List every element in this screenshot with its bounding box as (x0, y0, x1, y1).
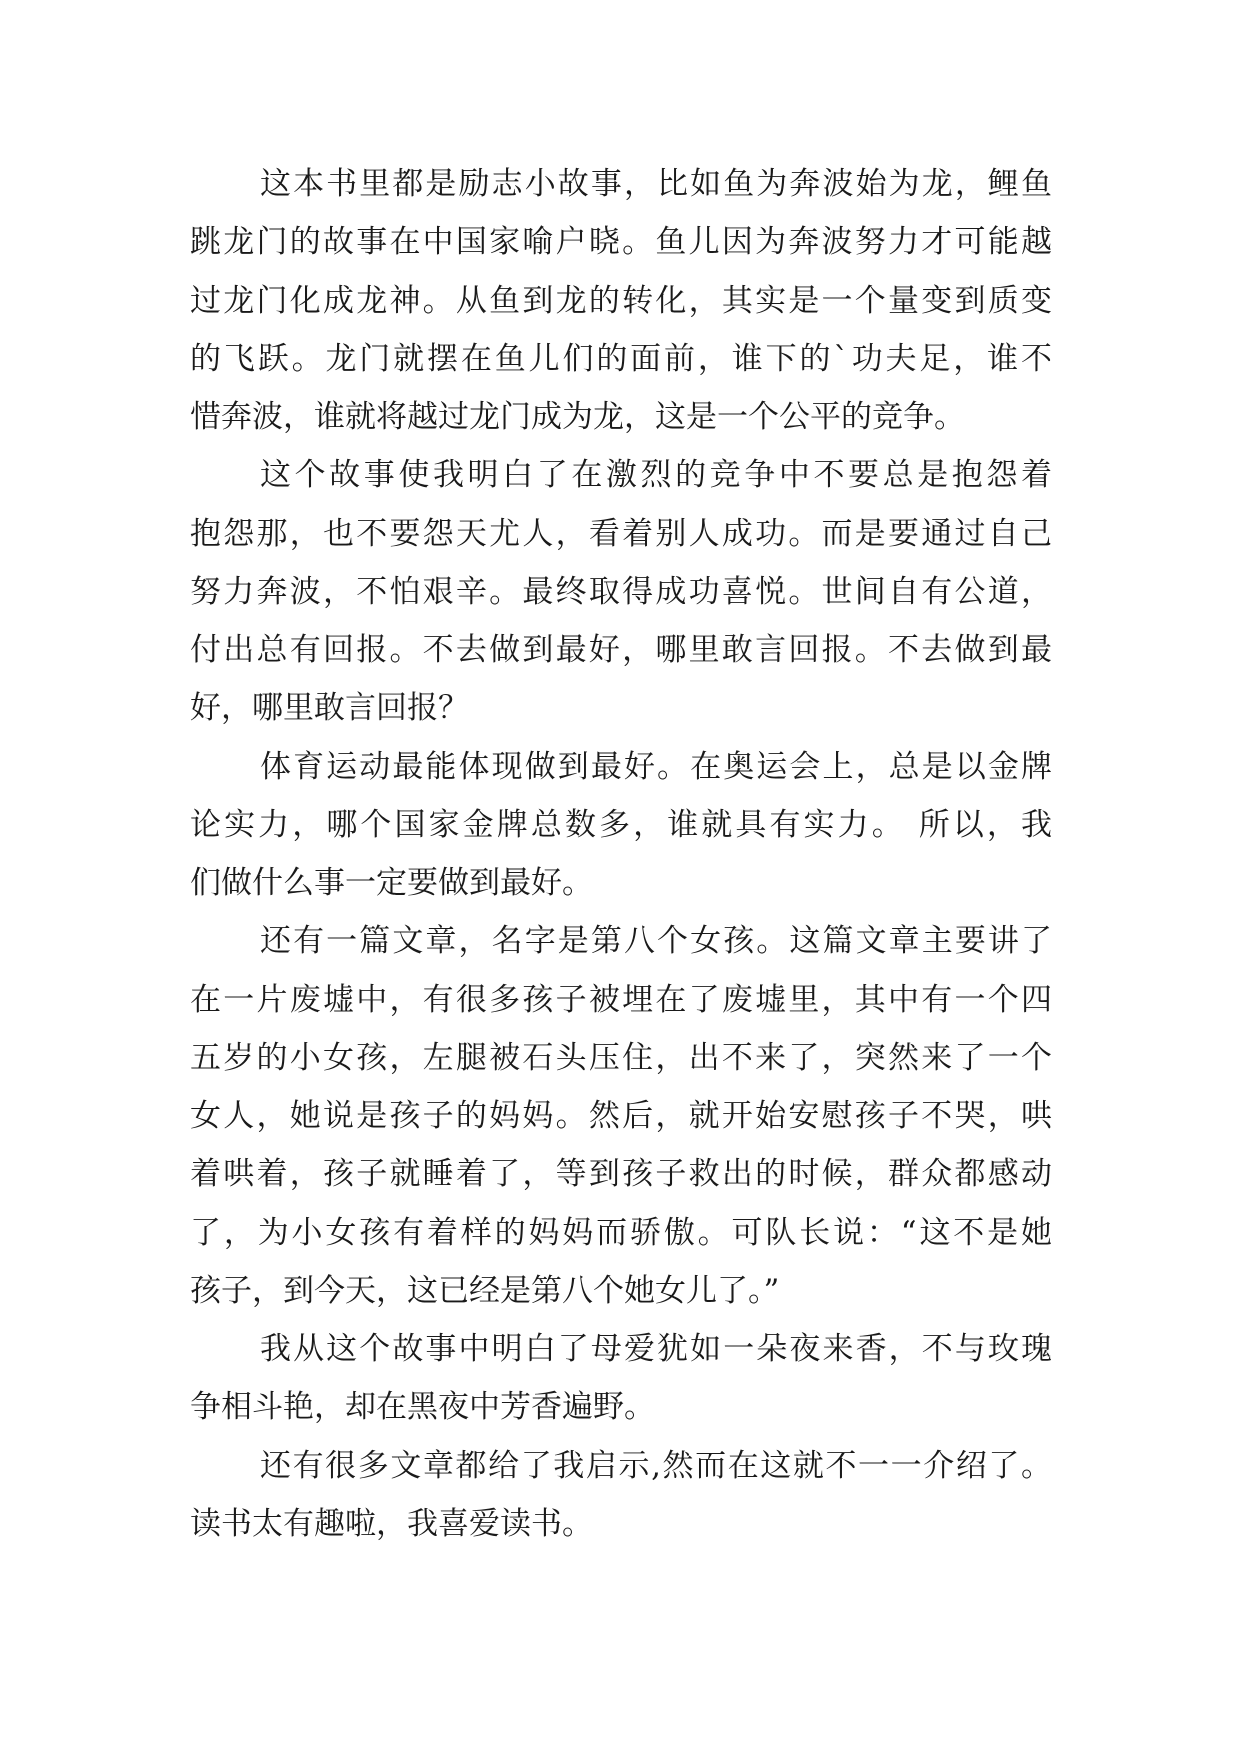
text-line: 过龙门化成龙神。从鱼到龙的转化，其实是一个量变到质变 (190, 282, 1052, 319)
text-line: 论实力，哪个国家金牌总数多，谁就具有实力。 所以，我 (190, 806, 1052, 843)
text-line: 这个故事使我明白了在激烈的竞争中不要总是抱怨着 (260, 457, 1052, 494)
text-line: 女人，她说是孩子的妈妈。然后，就开始安慰孩子不哭，哄 (190, 1098, 1052, 1134)
text-line: 付出总有回报。不去做到最好，哪里敢言回报。不去做到最 (190, 632, 1052, 668)
text-line: 好，哪里敢言回报？ (190, 690, 469, 727)
text-line: 们做什么事一定要做到最好。 (190, 865, 593, 901)
text-line: 争相斗艳，却在黑夜中芳香遍野。 (190, 1389, 655, 1426)
text-line: 还有一篇文章，名字是第八个女孩。这篇文章主要讲了 (260, 923, 1052, 960)
text-line: 的飞跃。龙门就摆在鱼儿们的面前，谁下的`功夫足，谁不 (190, 340, 1052, 377)
text-line: 抱怨那，也不要怨天尤人，看着别人成功。而是要通过自己 (190, 515, 1052, 552)
text-line: 五岁的小女孩，左腿被石头压住，出不来了，突然来了一个 (190, 1039, 1052, 1076)
text-line: 孩子，到今天，这已经是第八个她女儿了。” (190, 1272, 780, 1309)
text-line: 跳龙门的故事在中国家喻户晓。鱼儿因为奔波努力才可能越 (190, 224, 1052, 261)
text-line: 了，为小女孩有着样的妈妈而骄傲。可队长说：“这不是她 (190, 1214, 1052, 1251)
text-line: 我从这个故事中明白了母爱犹如一朵夜来香，不与玫瑰 (260, 1331, 1052, 1367)
text-line: 体育运动最能体现做到最好。在奥运会上，总是以金牌 (260, 748, 1052, 785)
text-line: 努力奔波，不怕艰辛。最终取得成功喜悦。世间自有公道， (190, 573, 1052, 610)
text-line: 在一片废墟中，有很多孩子被埋在了废墟里，其中有一个四 (190, 981, 1052, 1018)
text-line: 这本书里都是励志小故事，比如鱼为奔波始为龙，鲤鱼 (260, 166, 1052, 202)
text-line: 还有很多文章都给了我启示,然而在这就不一一介绍了。 (260, 1447, 1052, 1484)
text-line: 惜奔波，谁就将越过龙门成为龙，这是一个公平的竞争。 (190, 399, 965, 435)
document-body (190, 155, 1052, 1553)
text-line: 着哄着，孩子就睡着了，等到孩子救出的时候，群众都感动 (190, 1156, 1052, 1193)
text-line: 读书太有趣啦，我喜爱读书。 (190, 1505, 593, 1542)
